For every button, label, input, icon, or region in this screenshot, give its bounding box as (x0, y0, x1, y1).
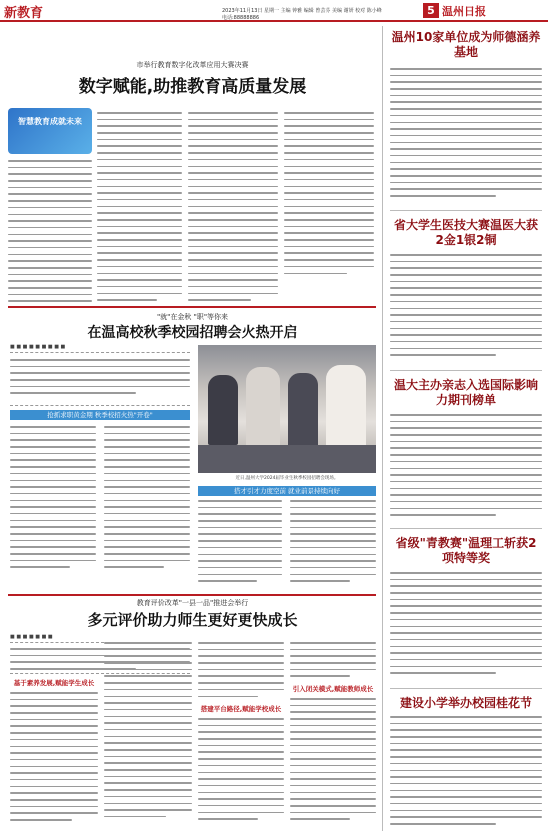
jobfair-byline: ■ ■ ■ ■ ■ ■ ■ ■ ■ (10, 344, 66, 350)
lead-body-col1 (8, 160, 92, 310)
lead-kicker: 市举行教育数字化改革应用大赛决赛 (136, 61, 249, 69)
jobfair-body-col1 (10, 426, 96, 576)
lead-headline: 数字赋能,助推教育高质量发展 (78, 77, 307, 97)
divider (390, 688, 542, 689)
right-body-3 (390, 414, 542, 524)
jobfair-body-col2 (104, 426, 190, 576)
paper-name: 温州日报 (442, 5, 486, 18)
right-body-5 (390, 716, 542, 828)
lead-body-col2 (97, 112, 182, 310)
page-number: 5 (423, 3, 439, 18)
smart-education-logo-text: 智慧教育成就未来 (18, 117, 82, 126)
eval-body-col2 (104, 642, 192, 830)
eval-byline: ■ ■ ■ ■ ■ ■ ■ (10, 634, 53, 640)
jobfair-lead (10, 352, 190, 406)
smart-education-logo (8, 108, 92, 154)
lead-body-col3 (188, 112, 278, 310)
eval-body-col4b (290, 698, 376, 830)
divider (390, 528, 542, 529)
eval-subhead-c: 引入闭关模式,赋能教师成长 (292, 685, 374, 693)
divider (390, 370, 542, 371)
jobfair-photo-caption: 近日,温州大学2024届毕业生秋季校园招聘会现场。 (235, 476, 339, 481)
divider (390, 210, 542, 211)
right-headline-1: 温州10家单位成为师德涵养基地 (391, 30, 541, 59)
eval-headline: 多元评价助力师生更好更快成长 (87, 611, 298, 629)
right-body-2 (390, 254, 542, 366)
eval-subhead-a: 基于素养发展,赋能学生成长 (13, 679, 95, 687)
jobfair-kicker: "就"在金秋 "职"等你来 (156, 313, 229, 321)
header-meta: 2023年11月13日 星期一 主编 钟雅 编辑 曾芸芬 美编 谢妍 校对 陈小峰 (222, 8, 382, 14)
eval-body-col1 (10, 692, 98, 830)
lead-body-col4 (284, 112, 374, 310)
right-headline-3: 温大主办亲志入选国际影响力期刊榜单 (393, 378, 538, 407)
eval-body-col4a (290, 642, 376, 680)
jobfair-photo (198, 345, 376, 473)
jobfair-subhead: 抢抓求职黄金期 秋季校招火热"开卷" (10, 410, 190, 420)
right-headline-5: 建设小学举办校园桂花节 (399, 696, 532, 710)
column-divider (382, 26, 383, 831)
right-headline-4: 省级"青教赛"温理工斩获2项特等奖 (395, 536, 537, 565)
divider (8, 306, 376, 308)
right-headline-2: 省大学生医技大赛温医大获2金1银2铜 (393, 218, 538, 247)
section-name: 新教育 (4, 6, 44, 21)
header-phone: 电话:88888886 (222, 15, 260, 21)
middle-subhead: 搭才引才力度空前 就业前景持续向好 (198, 486, 376, 496)
eval-body-col3a (198, 642, 284, 704)
eval-kicker: 教育评价改革"一县一品"推进会举行 (136, 599, 249, 607)
middle-body-col1 (198, 500, 282, 592)
right-body-1 (390, 68, 542, 206)
jobfair-headline: 在温高校秋季校园招聘会火热开启 (87, 325, 298, 341)
middle-body-col2 (290, 500, 376, 592)
right-body-4 (390, 572, 542, 684)
eval-subhead-b: 搭建平台路径,赋能学校成长 (200, 705, 282, 713)
divider (8, 594, 376, 596)
eval-body-col3b (198, 718, 284, 830)
